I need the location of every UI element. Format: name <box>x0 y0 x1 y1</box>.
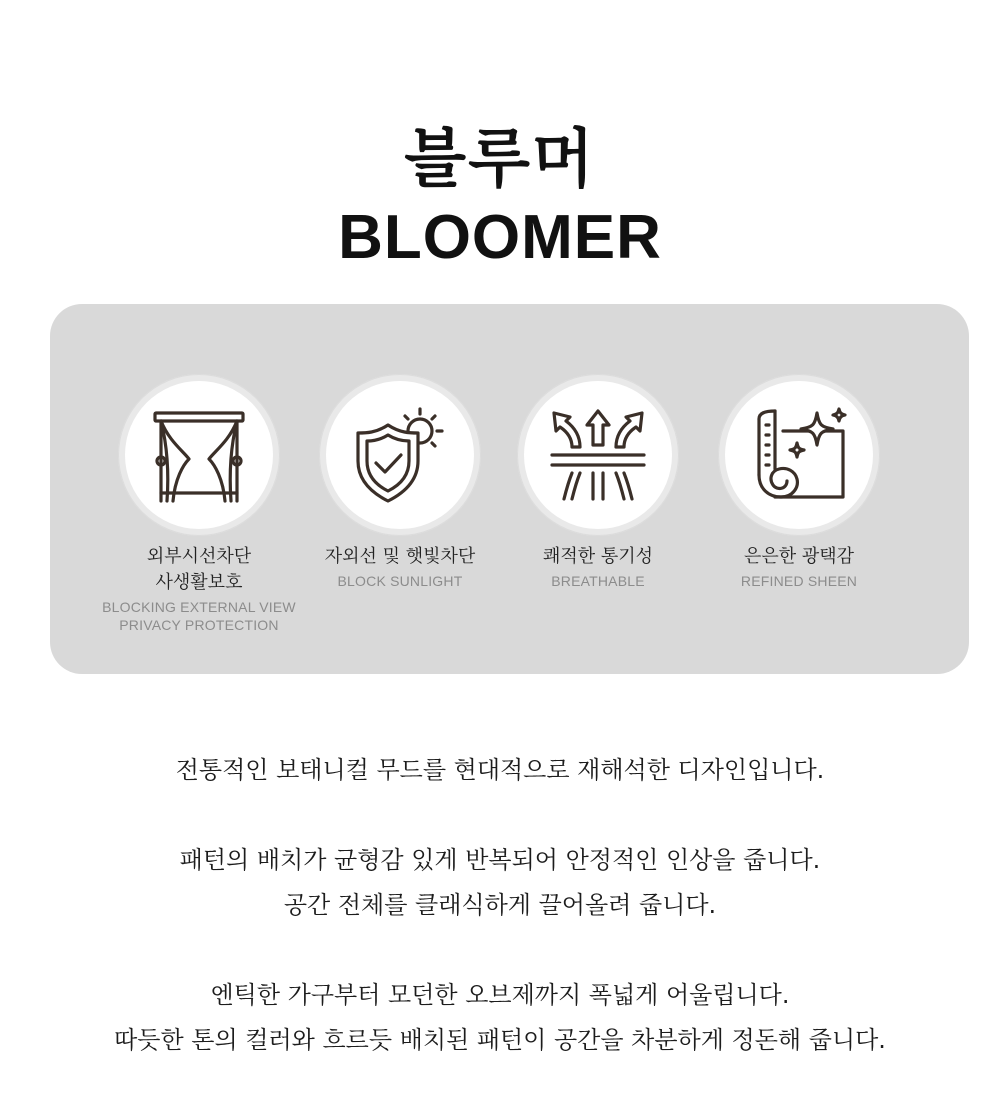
feature-label-english: BLOCKING EXTERNAL VIEW PRIVACY PROTECTION <box>102 599 296 633</box>
product-title-korean: 블루머 <box>404 123 596 197</box>
feature-icon-ring <box>319 374 481 536</box>
description-line: 패턴의 배치가 균형감 있게 반복되어 안정적인 인상을 줍니다. <box>179 846 821 874</box>
description-line: 전통적인 보태니컬 무드를 현대적으로 재해석한 디자인입니다. <box>175 756 825 784</box>
feature-icon-ring <box>118 374 280 536</box>
description-line: 따듯한 톤의 컬러와 흐르듯 배치된 패턴이 공간을 차분하게 정돈해 줍니다. <box>114 1026 886 1054</box>
sparkle-fabric-roll-icon <box>747 403 851 507</box>
feature-label-korean: 쾌적한 통기성 <box>542 546 654 567</box>
feature-label-english: BLOCK SUNLIGHT <box>337 573 463 589</box>
product-description <box>0 748 1000 1063</box>
shield-sun-icon <box>348 403 452 507</box>
airflow-icon <box>546 403 650 507</box>
feature-label-korean: 은은한 광택감 <box>743 546 855 567</box>
feature-label-english: BREATHABLE <box>551 573 645 589</box>
feature-panel <box>50 304 969 674</box>
feature-label-english: REFINED SHEEN <box>740 573 858 589</box>
description-line: 공간 전체를 클래식하게 끌어올려 줍니다. <box>283 891 717 919</box>
curtain-icon <box>147 403 251 507</box>
feature-icon-ring <box>718 374 880 536</box>
feature-label-korean: 외부시선차단 사생활보호 <box>146 546 252 593</box>
feature-icon-ring <box>517 374 679 536</box>
product-title-english: BLOOMER <box>338 203 662 272</box>
description-line: 엔틱한 가구부터 모던한 오브제까지 폭넓게 어울립니다. <box>210 981 790 1009</box>
feature-label-korean: 자외선 및 햇빛차단 <box>324 546 476 567</box>
